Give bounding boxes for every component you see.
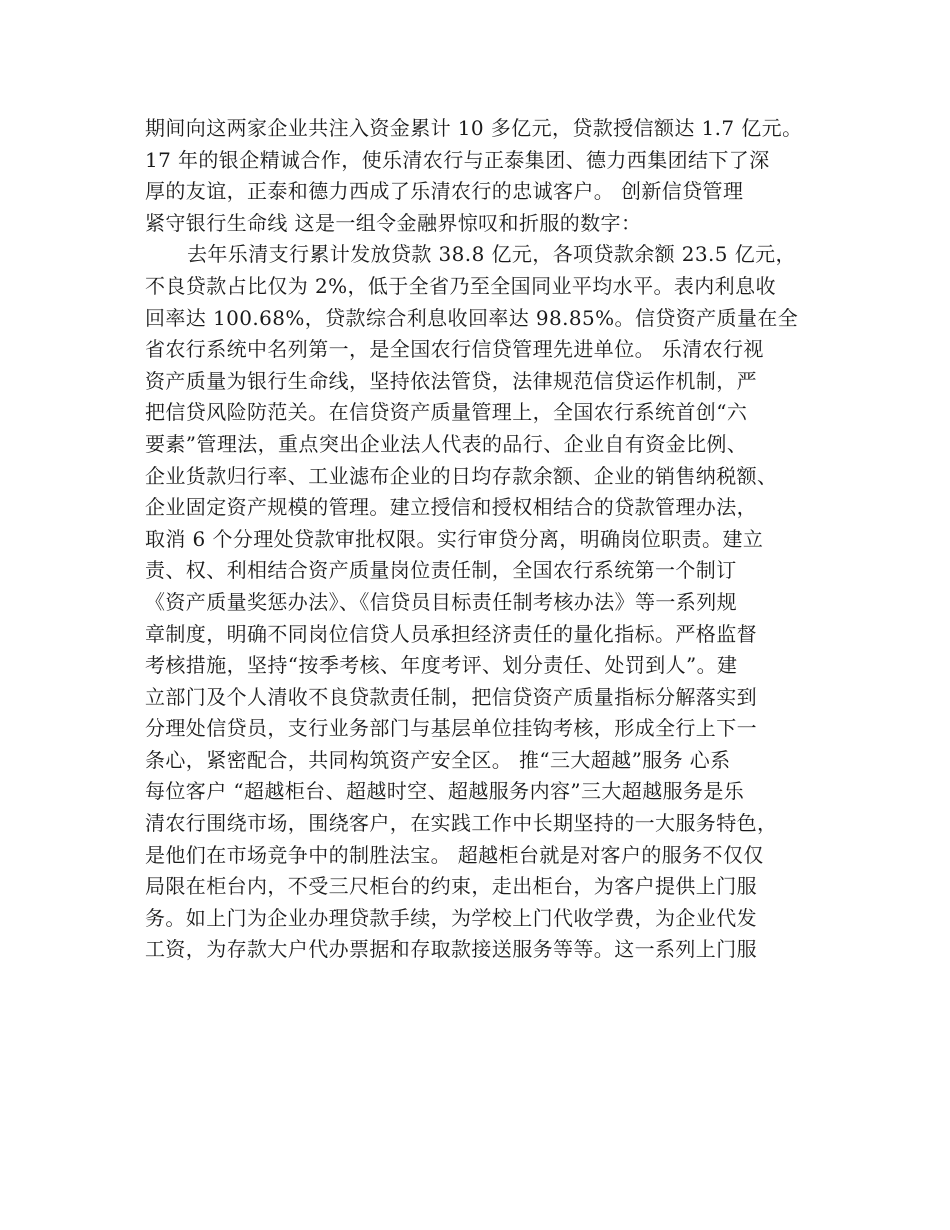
text-line: 章制度，明确不同岗位信贷人员承担经济责任的量化指标。严格监督 (145, 621, 757, 646)
text-line: 企业货款归行率、工业滤布企业的日均存款余额、企业的销售纳税额、 (145, 463, 778, 488)
text-line: 17 年的银企精诚合作，使乐清农行与正泰集团、德力西集团结下了深 (145, 147, 770, 172)
text-line: 每位客户 “超越柜台、超越时空、超越服务内容”三大超越服务是乐 (145, 779, 745, 804)
text-line: 期间向这两家企业共注入资金累计 10 多亿元，贷款授信额达 1.7 亿元。 (145, 116, 803, 140)
body-text (145, 113, 825, 966)
text-line: 企业固定资产规模的管理。建立授信和授权相结合的贷款管理办法， (145, 495, 757, 520)
text-line: 是他们在市场竞争中的制胜法宝。 超越柜台就是对客户的服务不仅仅 (145, 842, 764, 867)
text-line: 资产质量为银行生命线，坚持依法管贷，法律规范信贷运作机制，严 (145, 368, 757, 393)
text-line: 取消 6 个分理处贷款审批权限。实行审贷分离，明确岗位职责。建立 (145, 526, 764, 551)
text-line: 清农行围绕市场，围绕客户，在实践工作中长期坚持的一大服务特色， (145, 811, 778, 836)
text-line: 责、权、利相结合资产质量岗位责任制，全国农行系统第一个制订 (145, 558, 737, 583)
text-line: 局限在柜台内，不受三尺柜台的约束，走出柜台，为客户提供上门服 (145, 874, 757, 899)
text-line: 紧守银行生命线 这是一组令金融界惊叹和折服的数字： (145, 210, 642, 235)
text-line: 务。如上门为企业办理贷款手续，为学校上门代收学费，为企业代发 (145, 905, 757, 930)
text-line: 要素”管理法，重点突出企业法人代表的品行、企业自有资金比例、 (145, 431, 748, 456)
text-line: 省农行系统中名列第一，是全国农行信贷管理先进单位。 乐清农行视 (145, 337, 764, 362)
text-line: 厚的友谊，正泰和德力西成了乐清农行的忠诚客户。 创新信贷管理 (145, 179, 744, 204)
text-line: 立部门及个人清收不良贷款责任制，把信贷资产质量指标分解落实到 (145, 684, 757, 709)
text-line: 不良贷款占比仅为 2%，低于全省乃至全国同业平均水平。表内利息收 (145, 273, 776, 298)
text-line: 条心，紧密配合，共同构筑资产安全区。 推“三大超越”服务 心系 (145, 747, 731, 772)
text-line: 《资产质量奖惩办法》、《信贷员目标责任制考核办法》等一系列规 (145, 589, 737, 614)
text-line: 工资，为存款大户代办票据和存取款接送服务等等。这一系列上门服 (145, 937, 757, 962)
text-line: 考核措施，坚持“按季考核、年度考评、划分责任、处罚到人”。建 (145, 653, 738, 678)
text-line: 去年乐清支行累计发放贷款 38.8 亿元，各项贷款余额 23.5 亿元， (187, 242, 796, 267)
text-line: 分理处信贷员，支行业务部门与基层单位挂钩考核，形成全行上下一 (145, 716, 757, 741)
text-line: 把信贷风险防范关。在信贷资产质量管理上，全国农行系统首创“六 (145, 400, 748, 425)
text-line: 回率达 100.68%，贷款综合利息收回率达 98.85%。信贷资产质量在全 (145, 305, 799, 330)
